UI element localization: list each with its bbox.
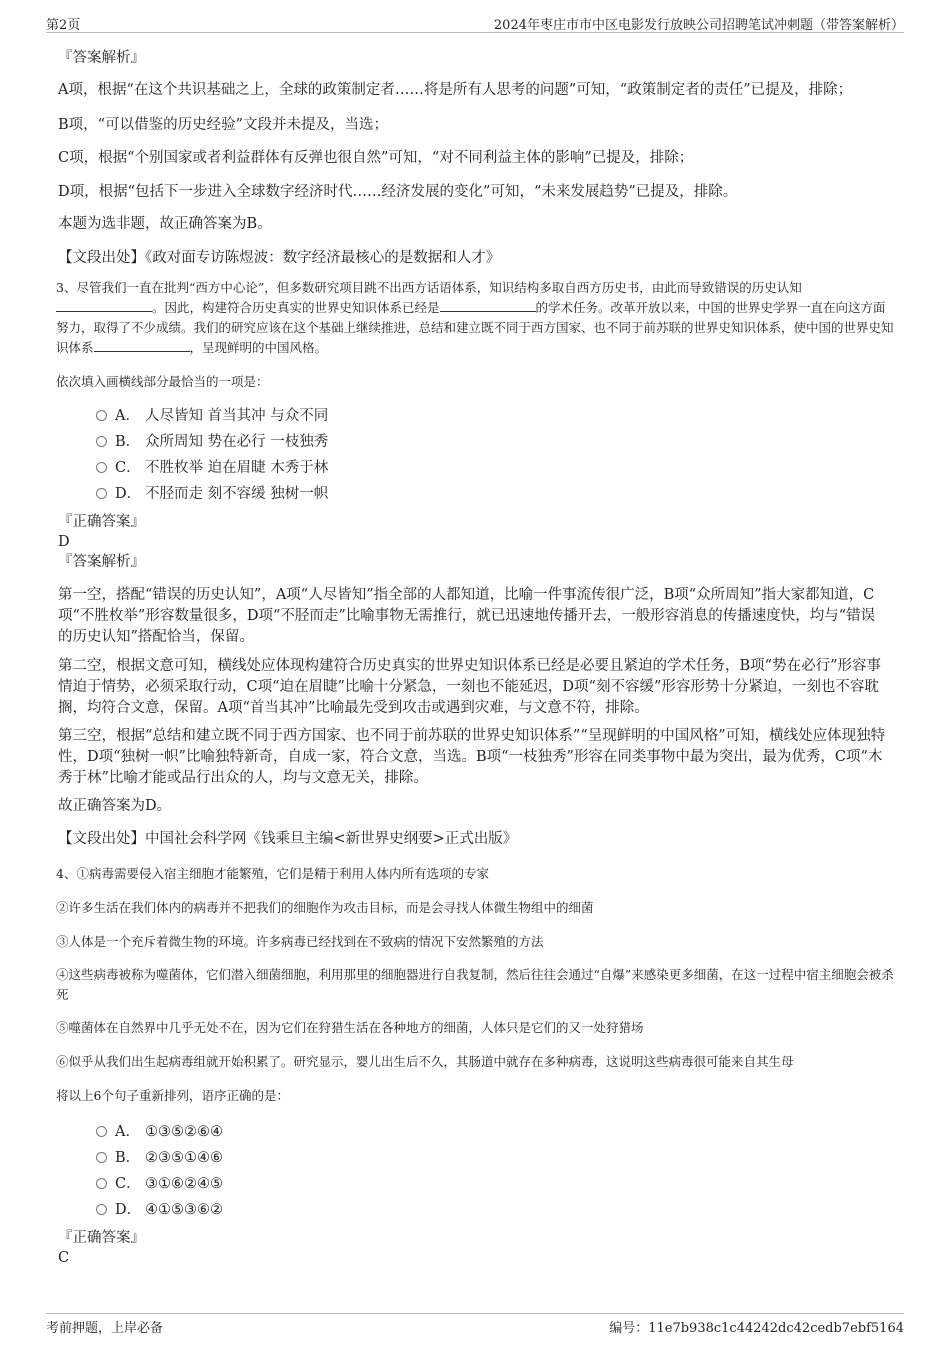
q3-prompt: 依次填入画横线部分最恰当的一项是： <box>56 374 269 389</box>
q2-conclusion: 本题为选非题，故正确答案为B。 <box>58 216 272 232</box>
q3-stem-part4: ，呈现鲜明的中国风格。 <box>189 340 328 355</box>
q3-analysis-para2: 第二空，根据文意可知，横线处应体现构建符合历史真实的世界史知识体系已经是必要且紧迫的学术任务，B项“势在必行”形容事情迫于情势，必须采取行动，C项“迫在眉睫”比喻十分紧急，一刻也不能延迟，D项“刻不容缓”形容形势十分紧迫，一刻也不容耽搁，均符合文意，保留。A项“首当其冲”比喻最先受到攻击或遇到灾难，与文意不符，排除。 <box>58 658 881 716</box>
q4-sentence-4: ④这些病毒被称为噬菌体，它们潜入细菌细胞，利用那里的细胞器进行自我复制，然后往往会通过“自爆”来感染更多细菌，在这一过程中宿主细胞会被杀死 <box>56 967 894 1002</box>
q4-answer-label: 『正确答案』 <box>58 1230 145 1246</box>
q2-analysis-b: B项，“可以借鉴的历史经验”文段并未提及，当选； <box>58 117 388 133</box>
option-text: 众所周知 势在必行 一枝独秀 <box>145 434 329 450</box>
option-key: A． <box>115 408 140 424</box>
radio-icon[interactable] <box>96 410 107 421</box>
radio-icon[interactable] <box>96 488 107 499</box>
option-key: D． <box>115 1202 142 1218</box>
q4-sentence-3: ③人体是一个充斥着微生物的环境。许多病毒已经找到在不致病的情况下安然繁殖的方法 <box>56 934 544 949</box>
option-text: ①③⑤②⑥④ <box>145 1124 223 1140</box>
option-text: 人尽皆知 首当其冲 与众不同 <box>145 408 329 424</box>
footer-slogan: 考前押题，上岸必备 <box>46 1321 164 1336</box>
radio-icon[interactable] <box>96 1152 107 1163</box>
q3-stem <box>56 278 896 358</box>
q4-answer: C <box>58 1250 70 1266</box>
q4-sentence-5: ⑤噬菌体在自然界中几乎无处不在，因为它们在狩猎生活在各种地方的细菌，人体只是它们的又一处狩猎场 <box>56 1020 644 1035</box>
option-text: ③①⑥②④⑤ <box>145 1176 223 1192</box>
page-footer <box>46 1313 904 1336</box>
radio-icon[interactable] <box>96 1178 107 1189</box>
option-text: ④①⑤③⑥② <box>145 1202 223 1218</box>
page-number: 第2页 <box>46 18 81 33</box>
q4-option-d[interactable] <box>96 1200 223 1220</box>
option-key: B． <box>115 434 141 450</box>
option-key: C． <box>115 1176 141 1192</box>
q3-stem-part3: 的学术任务。改革开放以来，中国的世界史学界一直在向这方面努力，取得了不少成绩。我们的研究应该在这个基础上继续推进，总结和建立既不同于西方国家、也不同于前苏联的世界史知识体系，使中国的世界史知识体系 <box>56 300 894 355</box>
page-header <box>46 12 904 33</box>
option-key: A． <box>115 1124 140 1140</box>
option-key: B． <box>115 1150 141 1166</box>
q4-prompt: 将以上6个句子重新排列，语序正确的是： <box>56 1088 289 1103</box>
radio-icon[interactable] <box>96 436 107 447</box>
q4-sentence-1: 4、①病毒需要侵入宿主细胞才能繁殖，它们是精于利用人体内所有选项的专家 <box>56 866 489 881</box>
answer-blank-1 <box>56 299 152 312</box>
radio-icon[interactable] <box>96 1204 107 1215</box>
option-text: 不胫而走 刻不容缓 独树一帜 <box>145 486 329 502</box>
q2-analysis-c: C项，根据“个别国家或者利益群体有反弹也很自然”可知，“对不同利益主体的影响”已提及，排除； <box>58 150 694 166</box>
document-id: 编号：11e7b938c1c44242dc42cedb7ebf5164 <box>609 1321 904 1336</box>
q4-sentence-6: ⑥似乎从我们出生起病毒组就开始积累了。研究显示，婴儿出生后不久，其肠道中就存在多种病毒，这说明这些病毒很可能来自其生母 <box>56 1054 794 1069</box>
q3-answer-label: 『正确答案』 <box>58 514 145 530</box>
option-key: C． <box>115 460 141 476</box>
q4-option-c[interactable] <box>96 1174 223 1194</box>
q4-option-a[interactable] <box>96 1122 223 1142</box>
option-text: 不胜枚举 迫在眉睫 木秀于林 <box>145 460 329 476</box>
q2-analysis-label: 『答案解析』 <box>58 50 145 66</box>
q3-stem-part1: 3、尽管我们一直在批判“西方中心论”，但多数研究项目跳不出西方话语体系，知识结构多取自西方历史书，由此而导致错误的历史认知 <box>56 280 802 295</box>
q3-option-a[interactable] <box>96 406 328 426</box>
q3-analysis-label: 『答案解析』 <box>58 554 145 570</box>
q3-stem-part2: 。因此，构建符合历史真实的世界史知识体系已经是 <box>152 300 440 315</box>
document-title: 2024年枣庄市市中区电影发行放映公司招聘笔试冲刺题（带答案解析） <box>493 18 904 33</box>
q3-option-c[interactable] <box>96 458 328 478</box>
q3-analysis-para3: 第三空，根据“总结和建立既不同于西方国家、也不同于前苏联的世界史知识体系”“呈现鲜明的中国风格”可知，横线处应体现独特性，D项“独树一帜”比喻独特新奇，自成一家，符合文意，当选。B项“一枝独秀”形容在同类事物中最为突出，最为优秀，C项“木秀于林”比喻才能或品行出众的人，均与文意无关，排除。 <box>58 728 886 786</box>
option-text: ②③⑤①④⑥ <box>145 1150 223 1166</box>
answer-blank-3 <box>94 339 190 352</box>
q2-source: 【文段出处】《政对面专访陈煜波：数字经济最核心的是数据和人才》 <box>58 250 501 266</box>
q4-sentence-2: ②许多生活在我们体内的病毒并不把我们的细胞作为攻击目标，而是会寻找人体微生物组中的细菌 <box>56 900 594 915</box>
q3-conclusion: 故正确答案为D。 <box>58 798 172 814</box>
q3-option-d[interactable] <box>96 484 328 504</box>
option-key: D． <box>115 486 142 502</box>
radio-icon[interactable] <box>96 462 107 473</box>
q2-analysis-a: A项，根据“在这个共识基础之上，全球的政策制定者……将是所有人思考的问题”可知，“政策制定者的责任”已提及，排除； <box>58 82 853 98</box>
q3-answer: D <box>58 534 70 550</box>
q4-option-b[interactable] <box>96 1148 223 1168</box>
radio-icon[interactable] <box>96 1126 107 1137</box>
answer-blank-2 <box>440 299 536 312</box>
q3-option-b[interactable] <box>96 432 328 452</box>
q2-analysis-d: D项，根据“包括下一步进入全球数字经济时代……经济发展的变化”可知，“未来发展趋势”已提及，排除。 <box>58 184 738 200</box>
q3-source: 【文段出处】中国社会科学网《钱乘旦主编<新世界史纲要>正式出版》 <box>58 831 518 847</box>
q3-analysis-para1: 第一空，搭配“错误的历史认知”，A项“人尽皆知”指全部的人都知道，比喻一件事流传很广泛，B项“众所周知”指大家都知道，C项“不胜枚举”形容数量很多，D项“不胫而走”比喻事物无需推行，就已迅速地传播开去，一般形容消息的传播速度快，均与“错误的历史认知”搭配恰当，保留。 <box>58 587 876 645</box>
